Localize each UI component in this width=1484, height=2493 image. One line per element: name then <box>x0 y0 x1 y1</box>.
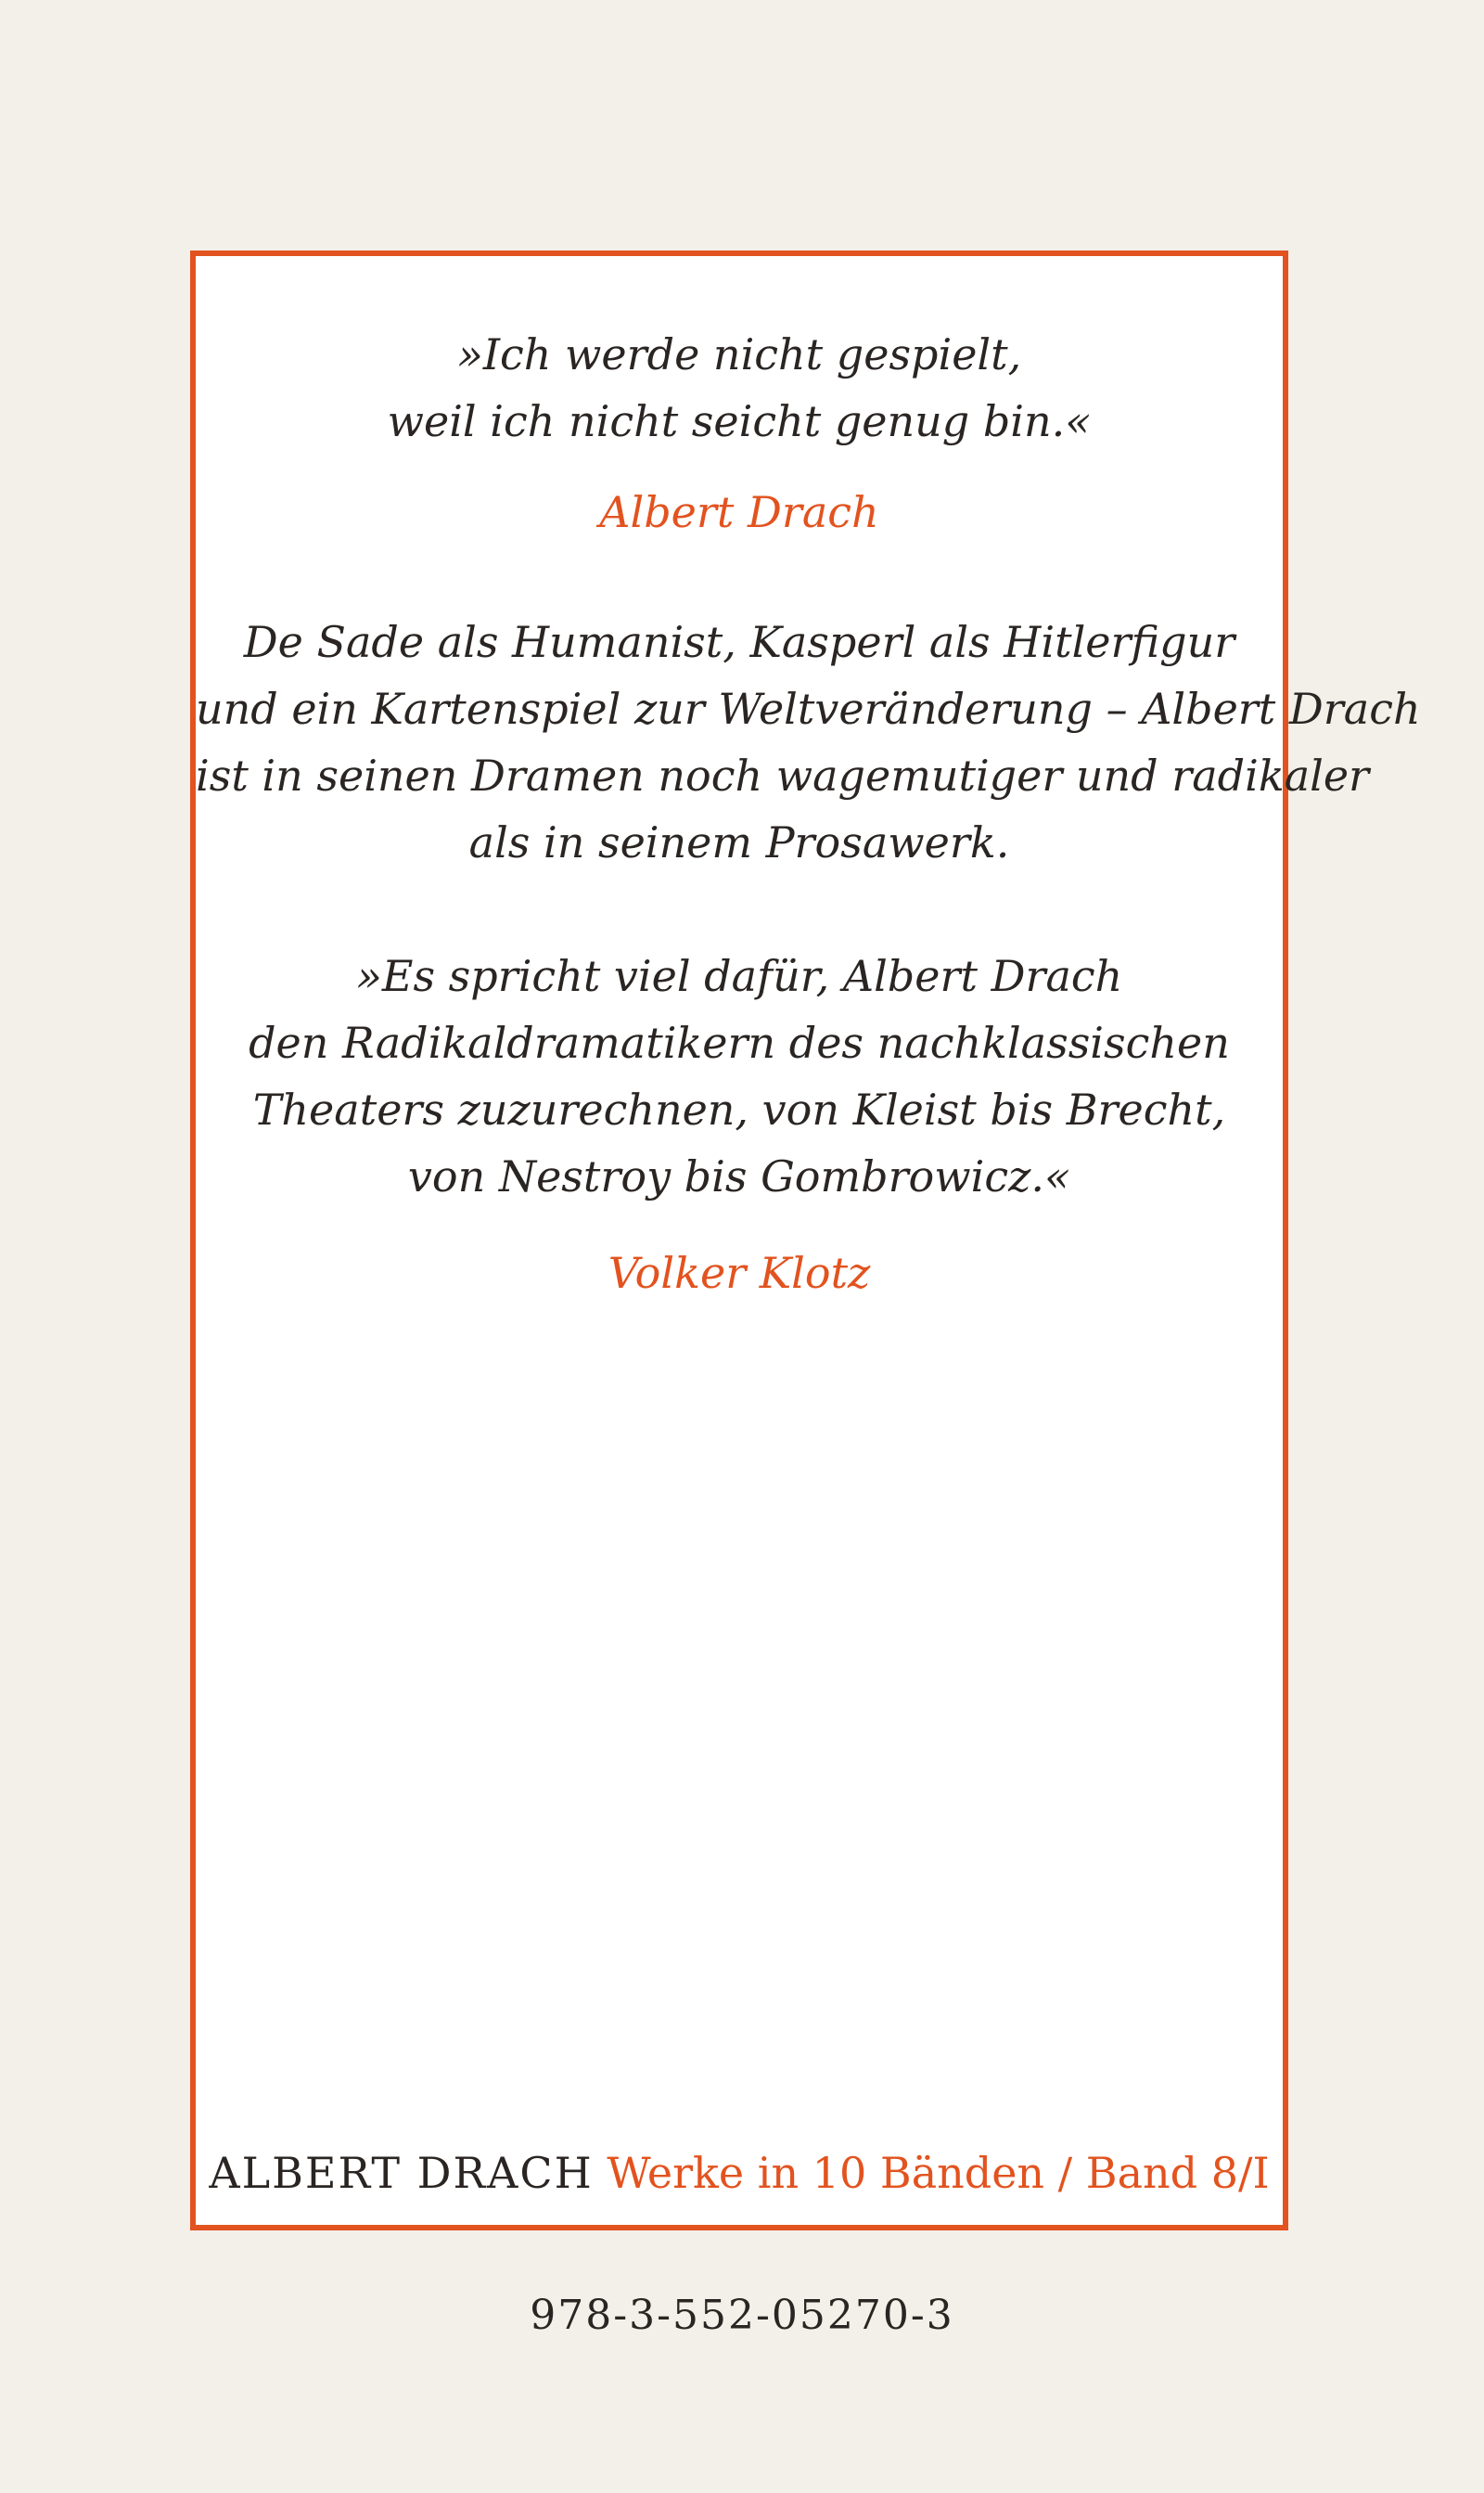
back-cover-frame <box>190 251 1421 2230</box>
quote-dramatist <box>196 321 1283 455</box>
series-volume-info: Werke in 10 Bänden / Band 8/I <box>607 2148 1270 2198</box>
quote-line: »Es spricht viel dafür, Albert Drach <box>355 951 1123 1001</box>
description-line: und ein Kartenspiel zur Weltveränderung – Albert Drach <box>196 684 1421 734</box>
quote-critic <box>196 943 1283 1210</box>
quote-line: »Ich werde nicht gespielt, <box>456 329 1022 379</box>
description-blurb <box>196 609 1421 876</box>
quote-author: Volker Klotz <box>608 1248 871 1298</box>
description-line: De Sade als Humanist, Kasperl als Hitlerfigur <box>243 617 1235 667</box>
quote-line: von Nestroy bis Gombrowicz.« <box>407 1151 1071 1202</box>
quote-line: den Radikaldramatikern des nachklassischen <box>249 1018 1230 1068</box>
description-line: als in seinem Prosawerk. <box>468 817 1010 867</box>
quote-line: Theaters zuzurechnen, von Kleist bis Brecht, <box>252 1085 1226 1135</box>
series-line <box>196 2145 1283 2201</box>
quote-author: Albert Drach <box>599 487 879 537</box>
quote-line: weil ich nicht seicht genug bin.« <box>387 396 1092 446</box>
isbn-number: 978-3-552-05270-3 <box>530 2292 954 2339</box>
series-author-name: ALBERT DRACH <box>209 2148 594 2198</box>
description-line: ist in seinen Dramen noch wagemutiger und radikaler <box>196 751 1370 801</box>
